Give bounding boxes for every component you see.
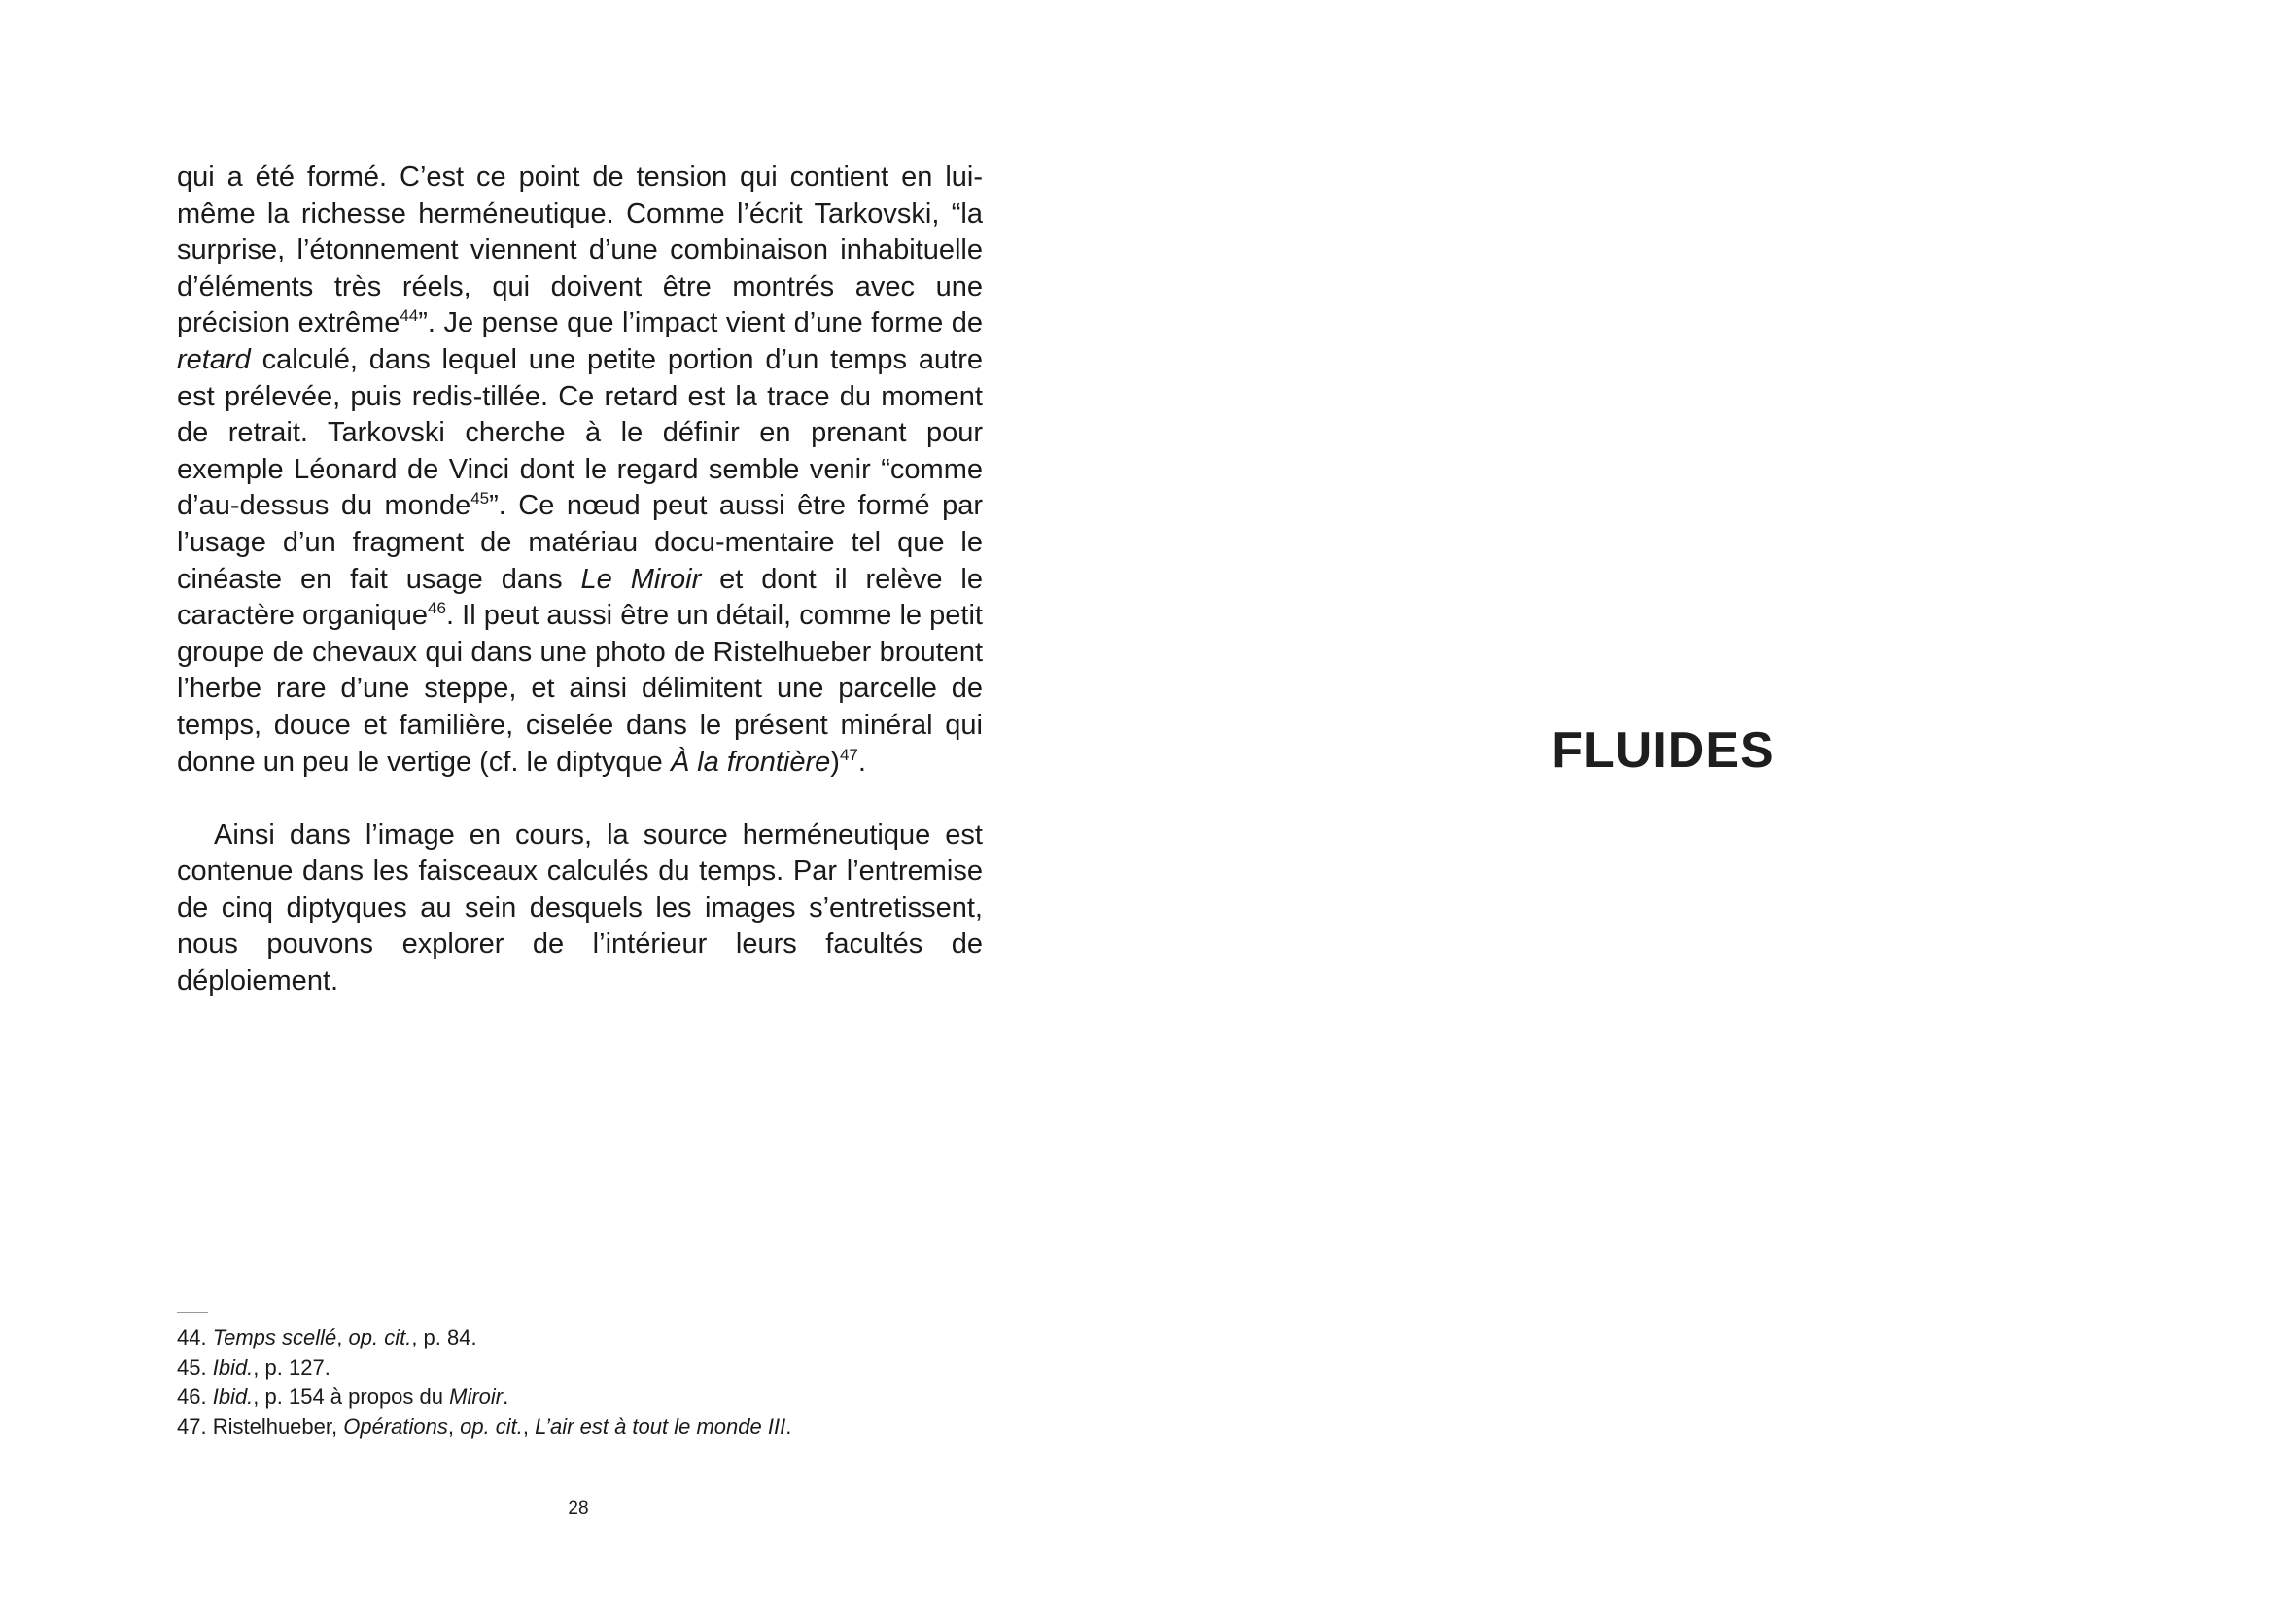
footnote: 47. Ristelhueber, Opérations, op. cit., L’air est à tout le monde III. [177,1414,792,1439]
italic-text: À la frontière [670,746,831,778]
body-paragraph: Ainsi dans l’image en cours, la source herméneutique est contenue dans les faisceaux calculés du temps. Par l’entremise de cinq diptyques au sein desquels les images s’entretissent, nous pouvons explorer de l’intérieur leurs facultés de déploiement. [177,819,983,997]
right-page [1148,0,2296,1607]
body-paragraph: qui a été formé. C’est ce point de tension qui contient en lui-même la richesse herméneutique. Comme l’écrit Tarkovski, “la surprise, l’étonnement viennent d’une combinaison inhabituelle d’éléments très réels, qui doivent être montrés avec une précision extrême$^{44}$”. Je pense que l’impact vient d’une forme de retard calculé, dans lequel une petite portion d’un temps autre est prélevée, puis redis-tillée. Ce retard est la trace du moment de retrait. Tarkovski cherche à le définir en prenant pour exemple Léonard de Vinci dont le regard semble venir “comme d’au-dessus du monde$^{45}$”. Ce nœud peut aussi être formé par l’usage d’un fragment de matériau docu-mentaire tel que le cinéaste en fait usage dans Le Miroir et dont il relève le caractère organique$^{46}$. Il peut aussi être un détail, comme le petit groupe de chevaux qui dans une photo de Ristelhueber broutent l’herbe rare d’une steppe, et ainsi délimitent une parcelle de temps, douce et familière, ciselée dans le présent minéral qui donne un peu le vertige (cf. le diptyque À la frontière)$^{47}$. [177,161,983,778]
footnote: 45. Ibid., p. 127. [177,1354,330,1380]
italic-text: Ibid. [212,1384,254,1409]
italic-text: Ibid. [212,1354,254,1380]
footnote-ref: 47 [839,745,858,764]
footnotes [177,1323,983,1442]
italic-text: Opérations [343,1414,448,1439]
body-text [177,159,983,1000]
footnote-ref: 44 [400,306,419,326]
footnote-ref: 45 [470,489,490,508]
italic-text: Miroir [449,1384,504,1409]
footnote: 46. Ibid., p. 154 à propos du Miroir. [177,1384,509,1409]
italic-text: op. cit. [460,1414,523,1439]
italic-text: L’air est à tout le monde III [535,1414,786,1439]
italic-text: op. cit. [348,1325,412,1349]
italic-text: Temps scellé [212,1325,337,1349]
footnote-separator [177,1312,208,1313]
chapter-title: FLUIDES [1551,722,1775,779]
italic-text: Le Miroir [580,563,702,595]
footnote: 44. Temps scellé, op. cit., p. 84. [177,1325,477,1349]
footnote-ref: 46 [428,599,446,618]
italic-text: retard [177,343,251,375]
page-number: 28 [568,1498,589,1519]
